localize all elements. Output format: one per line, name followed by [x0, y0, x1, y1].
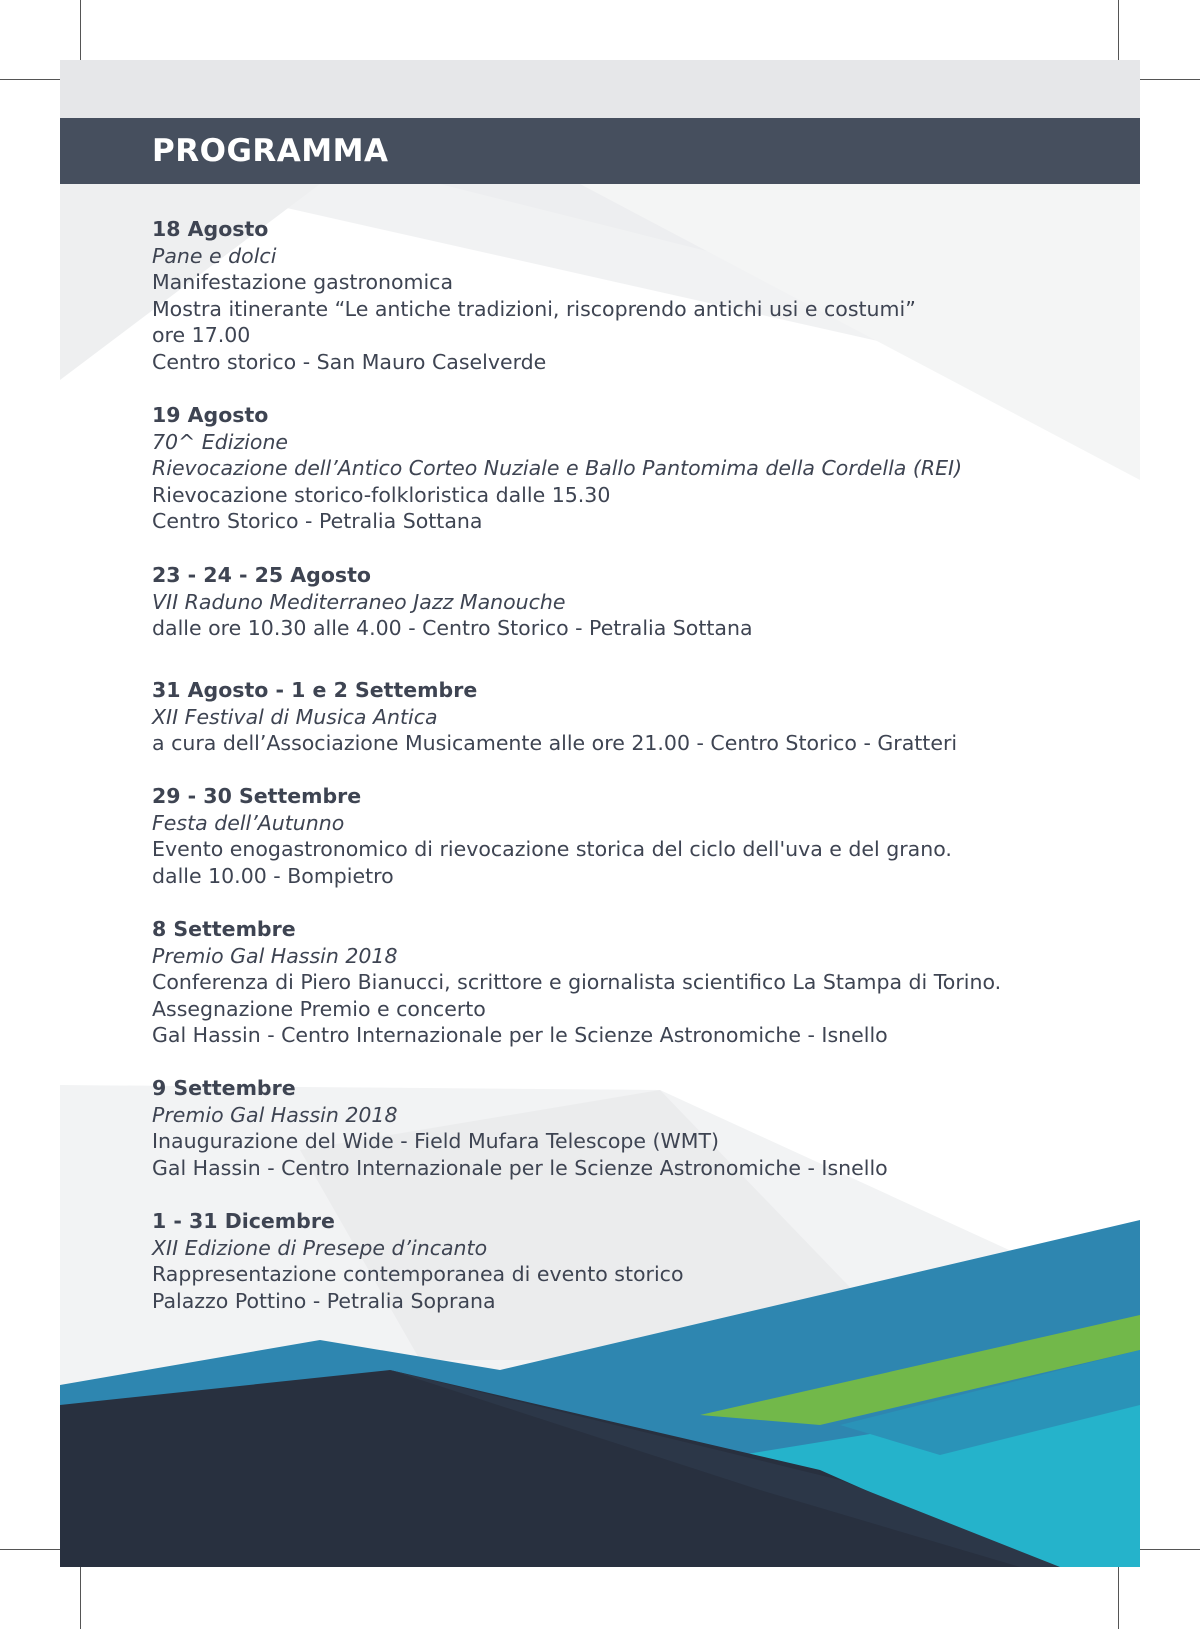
event-title: XII Edizione di Presepe d’incanto: [152, 1235, 488, 1260]
event-detail: Conferenza di Piero Bianucci, scrittore e giornalista scientifico La Stampa di Torino.: [152, 970, 1002, 995]
event-item: [152, 1208, 684, 1314]
event-time: ore 17.00: [152, 323, 251, 348]
event-time-location: dalle 10.00 - Bompietro: [152, 863, 394, 888]
crop-mark-top-right-v: [1118, 0, 1119, 62]
event-date: 9 Settembre: [152, 1076, 296, 1100]
event-detail: Rievocazione storico-folkloristica dalle 15.30: [152, 482, 611, 507]
event-detail: Evento enogastronomico di rievocazione storica del ciclo dell'uva e del grano.: [152, 837, 952, 862]
event-location: Centro storico - San Mauro Caselverde: [152, 349, 547, 374]
crop-mark-bottom-right-h: [1138, 1549, 1200, 1550]
event-title: Rievocazione dell’Antico Corteo Nuziale e Ballo Pantomima della Cordella (REI): [152, 456, 963, 481]
crop-mark-bottom-left-v: [80, 1566, 81, 1629]
event-item: [152, 677, 957, 757]
program-page: [60, 60, 1140, 1567]
event-title: Festa dell’Autunno: [152, 810, 345, 835]
event-detail: a cura dell’Associazione Musicamente alle ore 21.00 - Centro Storico - Gratteri: [152, 731, 958, 756]
page-title: PROGRAMMA: [152, 133, 389, 169]
event-date: 29 - 30 Settembre: [152, 784, 362, 808]
top-grey-band: [60, 60, 1140, 120]
event-title: Premio Gal Hassin 2018: [152, 1102, 398, 1127]
event-location: Gal Hassin - Centro Internazionale per le Scienze Astronomiche - Isnello: [152, 1023, 888, 1048]
crop-mark-top-left-v: [80, 0, 81, 62]
crop-mark-top-left-h: [0, 79, 62, 80]
event-detail: Inaugurazione del Wide - Field Mufara Telescope (WMT): [152, 1129, 719, 1154]
event-detail: Mostra itinerante “Le antiche tradizioni, riscoprendo antichi usi e costumi”: [152, 296, 916, 321]
crop-mark-bottom-right-v: [1118, 1566, 1119, 1629]
event-title: XII Festival di Musica Antica: [152, 704, 438, 729]
event-date: 1 - 31 Dicembre: [152, 1209, 335, 1233]
event-item: [152, 916, 1001, 1049]
event-date: 23 - 24 - 25 Agosto: [152, 563, 371, 587]
event-item: [152, 1075, 888, 1181]
event-item: [152, 562, 753, 642]
event-item: [152, 216, 916, 376]
event-detail: dalle ore 10.30 alle 4.00 - Centro Storico - Petralia Sottana: [152, 616, 753, 641]
event-date: 31 Agosto - 1 e 2 Settembre: [152, 678, 478, 702]
crop-mark-bottom-left-h: [0, 1549, 62, 1550]
event-detail: Manifestazione gastronomica: [152, 270, 454, 295]
event-detail: Assegnazione Premio e concerto: [152, 996, 486, 1021]
program-header: [60, 118, 1140, 184]
event-title: Pane e dolci: [152, 243, 277, 268]
event-title: Premio Gal Hassin 2018: [152, 943, 398, 968]
event-detail: Rappresentazione contemporanea di evento storico: [152, 1262, 684, 1287]
crop-mark-top-right-h: [1138, 79, 1200, 80]
event-location: Gal Hassin - Centro Internazionale per le Scienze Astronomiche - Isnello: [152, 1155, 888, 1180]
event-item: [152, 783, 952, 889]
event-date: 18 Agosto: [152, 217, 269, 241]
event-date: 19 Agosto: [152, 403, 269, 427]
event-date: 8 Settembre: [152, 917, 296, 941]
event-title: VII Raduno Mediterraneo Jazz Manouche: [152, 589, 566, 614]
event-location: Palazzo Pottino - Petralia Soprana: [152, 1288, 496, 1313]
event-edition: 70^ Edizione: [152, 429, 289, 454]
event-item: [152, 402, 962, 535]
event-location: Centro Storico - Petralia Sottana: [152, 509, 483, 534]
